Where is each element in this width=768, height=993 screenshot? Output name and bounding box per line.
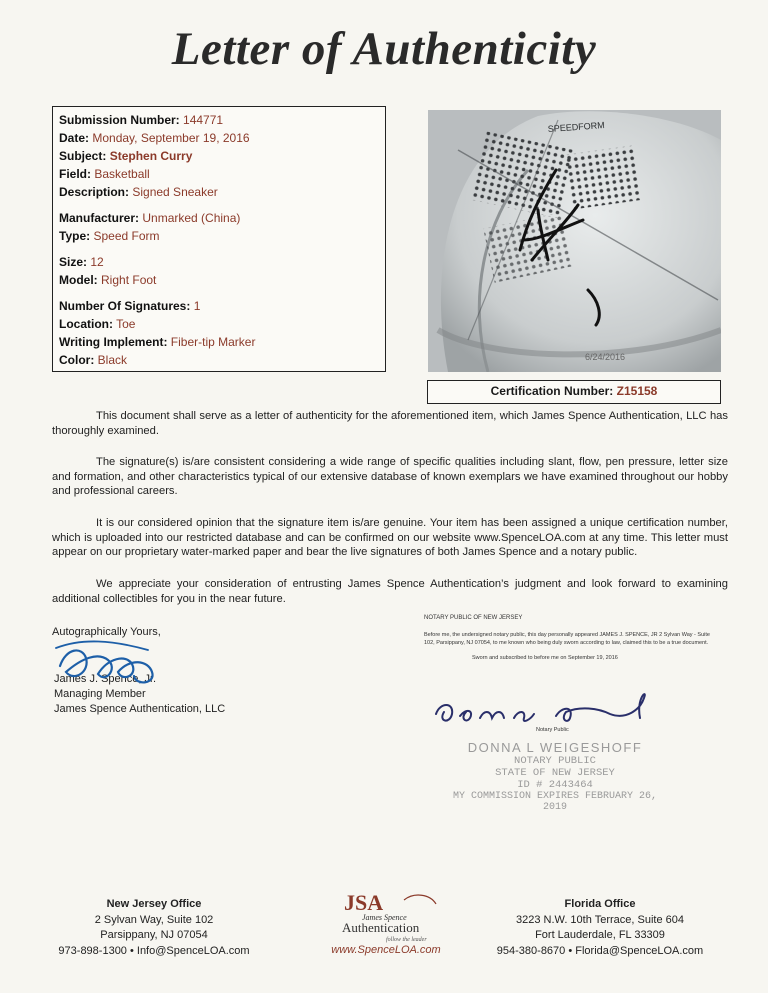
footer-nj-office: New Jersey Office 2 Sylvan Way, Suite 102 Parsippany, NJ 07054 973-898-1300 • Info@SpenceLOA.com bbox=[54, 897, 254, 959]
writing-implement-value: Fiber-tip Marker bbox=[170, 335, 256, 349]
svg-text:follow the leader: follow the leader bbox=[386, 937, 427, 943]
type-row: Type: Speed Form bbox=[59, 229, 160, 243]
spence-signature bbox=[52, 628, 162, 692]
svg-text:James Spence: James Spence bbox=[362, 913, 407, 922]
submission-number: 144771 bbox=[183, 113, 224, 127]
svg-text:Authentication: Authentication bbox=[342, 920, 420, 935]
color-value: Black bbox=[97, 353, 128, 367]
model-row: Model: Right Foot bbox=[59, 273, 157, 287]
nj-contact: 973-898-1300 • Info@SpenceLOA.com bbox=[58, 944, 250, 957]
notary-header: NOTARY PUBLIC OF NEW JERSEY bbox=[424, 615, 523, 621]
color-row: Color: Black bbox=[59, 353, 128, 367]
svg-text:JSA: JSA bbox=[344, 890, 384, 915]
certification-number: Z15158 bbox=[616, 384, 658, 398]
field-row: Field: Basketball bbox=[59, 167, 150, 181]
signer-company: James Spence Authentication, LLC bbox=[54, 703, 226, 715]
location-row: Location: Toe bbox=[59, 317, 136, 331]
size-row: Size: 12 bbox=[59, 255, 104, 269]
notary-block bbox=[424, 614, 710, 662]
date-row: Date: Monday, September 19, 2016 bbox=[59, 131, 250, 145]
closing-line: Autographically Yours, bbox=[52, 626, 161, 638]
sneaker-illustration bbox=[428, 110, 721, 372]
stamp-notary-name: DONNA L WEIGESHOFF bbox=[467, 740, 643, 755]
certification-box: Certification Number: Z15158 bbox=[427, 380, 721, 404]
paragraph-4: We appreciate your consideration of entrusting James Spence Authentication’s judgment and look forward to examining additional collectibles for you in the near future. bbox=[52, 578, 728, 605]
footer-fl-office: Florida Office 3223 N.W. 10th Terrace, Suite 604 Fort Lauderdale, FL 33309 954-380-8670 • Florida@SpenceLOA.com bbox=[480, 897, 720, 959]
brand-logo-text: SPEEDFORM bbox=[547, 120, 606, 134]
signer-title: Managing Member bbox=[54, 688, 146, 700]
type-value: Speed Form bbox=[93, 229, 160, 243]
date-value: Monday, September 19, 2016 bbox=[92, 131, 250, 145]
paragraph-1: This document shall serve as a letter of authenticity for the aforementioned item, which James Spence Authentication, LLC has thoroughly examined. bbox=[52, 410, 728, 437]
subject-row: Subject: Stephen Curry bbox=[59, 149, 193, 163]
footer-website: www.SpenceLOA.com bbox=[331, 944, 441, 956]
num-signatures-row: Number Of Signatures: 1 bbox=[59, 299, 201, 313]
stamp-state: STATE OF NEW JERSEY bbox=[495, 767, 615, 779]
fl-contact: 954-380-8670 • Florida@SpenceLOA.com bbox=[496, 944, 704, 957]
stamp-notary-title: NOTARY PUBLIC bbox=[514, 755, 596, 767]
photo-date-stamp: 6/24/2016 bbox=[584, 352, 625, 362]
notary-sworn-line: Sworn and subscribed to before me on September 19, 2016 bbox=[472, 654, 618, 661]
signed-sneaker-photo bbox=[428, 110, 721, 372]
submission-number-row: Submission Number: 144771 bbox=[59, 113, 224, 127]
field-value: Basketball bbox=[94, 167, 150, 181]
notary-stamp bbox=[440, 740, 670, 813]
manufacturer-row: Manufacturer: Unmarked (China) bbox=[59, 211, 241, 225]
subject-value: Stephen Curry bbox=[109, 149, 193, 163]
location-value: Toe bbox=[116, 317, 136, 331]
paragraph-3: It is our considered opinion that the signature item is/are genuine. Your item has been assigned a unique certification number, which is uploaded into our restricted database and can be confirmed on our website www.SpenceLOA.com at any time. This letter must appear on our proprietary water-marked paper and bear the live signatures of both James Spence and a notary public. bbox=[52, 517, 728, 558]
num-signatures-value: 1 bbox=[193, 299, 201, 313]
notary-public-label: Notary Public bbox=[536, 727, 569, 733]
writing-implement-row: Writing Implement: Fiber-tip Marker bbox=[59, 335, 256, 349]
notary-signature bbox=[430, 688, 670, 732]
model-value: Right Foot bbox=[101, 273, 157, 287]
stamp-commission: MY COMMISSION EXPIRES FEBRUARY 26, 2019 bbox=[452, 791, 658, 813]
stamp-id: ID # 2443464 bbox=[517, 779, 593, 791]
notary-statement: Before me, the undersigned notary public, this day personally appeared JAMES J. SPENCE, JR 2 Sylvan Way - Suite 102, Parsippany, NJ 07054, to me known who being duly sworn according to law, claimed this to be a true document. bbox=[424, 631, 710, 646]
signer-name: James J. Spence, Jr. bbox=[54, 673, 157, 685]
paragraph-2: The signature(s) is/are consistent considering a wide range of specific qualities including slant, flow, pen pressure, letter size and formation, and other characteristics typical of our extensive database of known exemplars we have examined throughout our hobby and professional careers. bbox=[52, 456, 728, 497]
letter-title: Letter of Authenticity bbox=[171, 23, 597, 75]
item-details-box bbox=[52, 106, 386, 372]
description-value: Signed Sneaker bbox=[132, 185, 218, 199]
description-row: Description: Signed Sneaker bbox=[59, 185, 218, 199]
manufacturer-value: Unmarked (China) bbox=[142, 211, 241, 225]
size-value: 12 bbox=[90, 255, 104, 269]
